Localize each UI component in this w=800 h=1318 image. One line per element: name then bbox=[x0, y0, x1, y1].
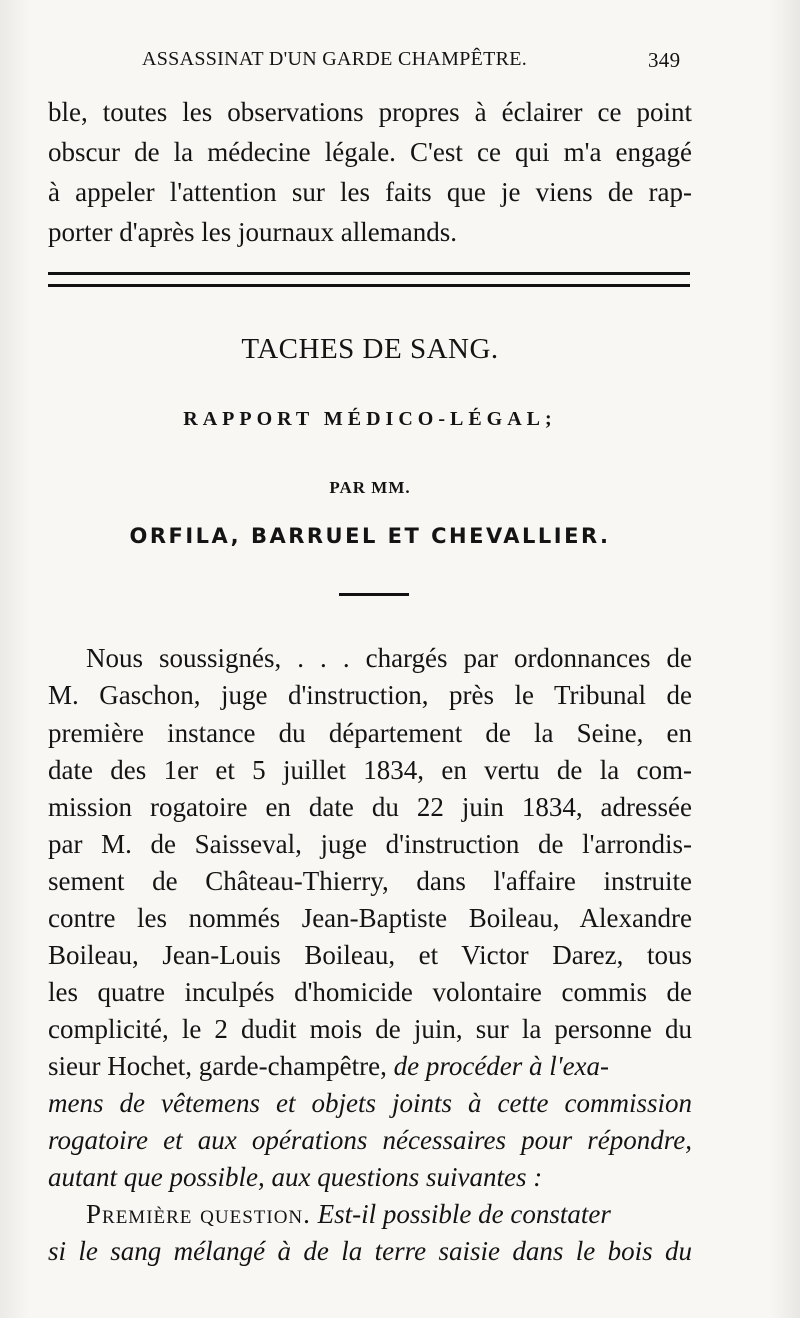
question-label: Première question. bbox=[86, 1199, 311, 1229]
question-line-2: si le sang mélangé à de la terre saisie dans le bois du bbox=[48, 1236, 692, 1266]
body-line: date des 1er et 5 juillet 1834, en vertu de la com- bbox=[48, 755, 692, 785]
intro-line: ble, toutes les observations propres à éclairer ce point bbox=[48, 97, 692, 127]
section-divider bbox=[48, 272, 690, 287]
question-text: Est-il possible de constater bbox=[317, 1199, 611, 1229]
body-line-italic: de procéder à l'exa- bbox=[393, 1051, 610, 1081]
page-number: 349 bbox=[648, 48, 681, 72]
intro-line: porter d'après les journaux allemands. bbox=[48, 217, 457, 247]
body-line: par M. de Saisseval, juge d'instruction de l'arrondis- bbox=[48, 829, 692, 859]
question-line bbox=[48, 1194, 692, 1234]
article-byline-prefix: PAR MM. bbox=[329, 478, 411, 497]
body-line: première instance du département de la Seine, en bbox=[48, 718, 692, 748]
short-divider bbox=[339, 593, 409, 596]
body-line-mixed bbox=[48, 1046, 692, 1086]
body-line-italic: mens de vêtemens et objets joints à cette commission bbox=[48, 1088, 692, 1118]
body-line: Nous soussignés, . . . chargés par ordonnances de bbox=[86, 643, 692, 673]
body-line: contre les nommés Jean-Baptiste Boileau, Alexandre bbox=[48, 903, 692, 933]
intro-line: à appeler l'attention sur les faits que je viens de rap- bbox=[48, 177, 692, 207]
article-subtitle: RAPPORT MÉDICO-LÉGAL; bbox=[183, 408, 557, 430]
body-line-italic: rogatoire et aux opérations nécessaires pour répondre, bbox=[48, 1125, 692, 1155]
article-authors: ORFILA, BARRUEL ET CHEVALLIER. bbox=[129, 524, 611, 548]
article-title: TACHES DE SANG. bbox=[241, 333, 499, 365]
body-line: les quatre inculpés d'homicide volontaire commis de bbox=[48, 977, 692, 1007]
body-line-italic: autant que possible, aux questions suivantes : bbox=[48, 1162, 543, 1192]
intro-line: obscur de la médecine légale. C'est ce qui m'a engagé bbox=[48, 137, 692, 167]
body-line: Boileau, Jean-Louis Boileau, et Victor Darez, tous bbox=[48, 940, 692, 970]
body-line: mission rogatoire en date du 22 juin 1834, adressée bbox=[48, 792, 692, 822]
body-line: M. Gaschon, juge d'instruction, près le Tribunal de bbox=[48, 680, 692, 710]
body-line: sement de Château-Thierry, dans l'affaire instruite bbox=[48, 866, 692, 896]
body-line-roman: sieur Hochet, garde-champêtre, bbox=[48, 1051, 387, 1081]
running-head-title: ASSASSINAT D'UN GARDE CHAMPÊTRE. bbox=[142, 48, 528, 70]
body-line: complicité, le 2 dudit mois de juin, sur la personne du bbox=[48, 1014, 692, 1044]
